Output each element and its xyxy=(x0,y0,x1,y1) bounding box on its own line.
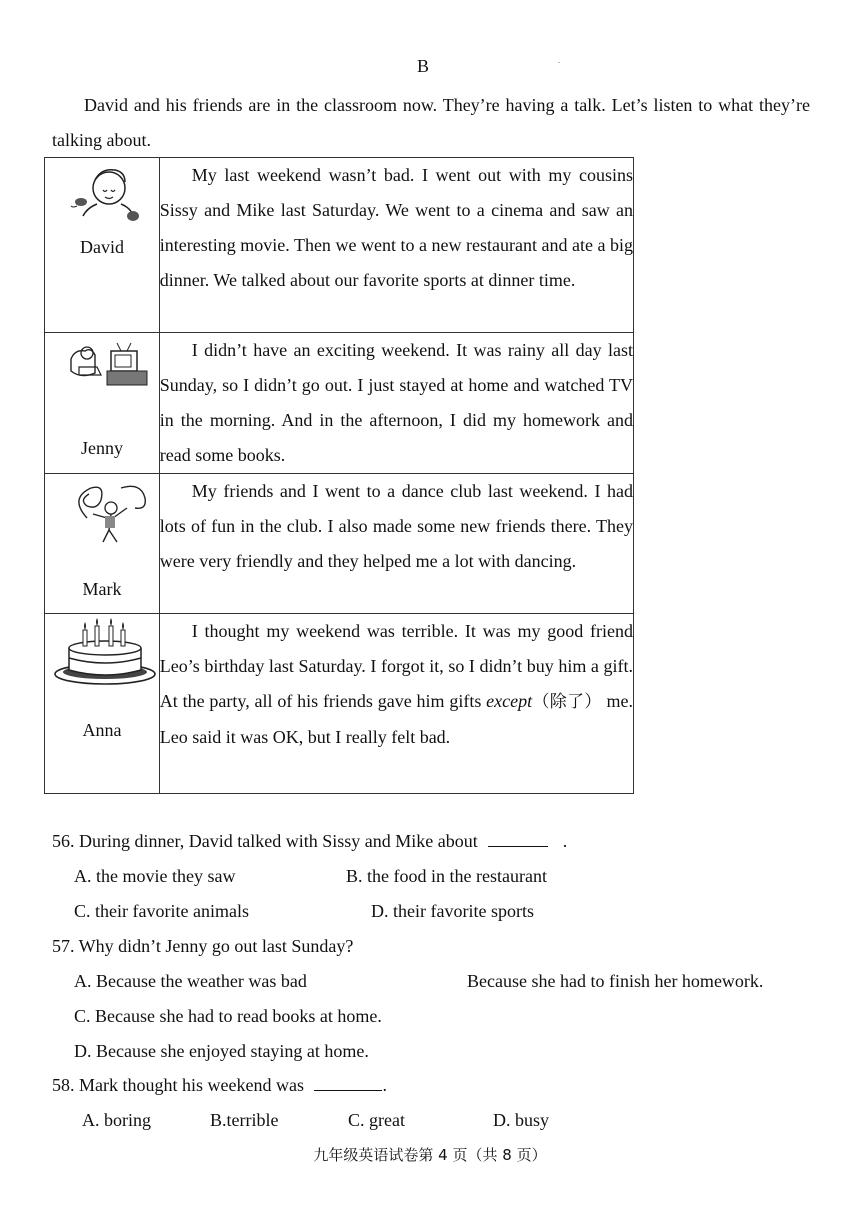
option-b: Because she had to finish her homework. xyxy=(467,971,764,991)
question-end: . xyxy=(382,1075,387,1095)
speaker-cell xyxy=(45,333,160,474)
option-d: D. their favorite sports xyxy=(371,901,534,921)
option-c: C. Because she had to read books at home. xyxy=(74,1006,382,1026)
speaker-text: My last weekend wasn’t bad. I went out with my cousins Sissy and Mike last Saturday. We went to a cinema and saw an interesting movie. Then we went to a new restaurant and ate a big dinner. We talked about our favorite sports at dinner time. xyxy=(159,165,633,290)
italic-word: except xyxy=(486,691,533,711)
question-stem: 58. Mark thought his weekend was xyxy=(52,1075,304,1095)
question-56 xyxy=(52,831,567,852)
answer-blank xyxy=(314,1076,382,1091)
speaker-text-cell xyxy=(159,474,633,614)
option-b: B. the food in the restaurant xyxy=(346,866,547,886)
speaker-name: Mark xyxy=(82,579,122,599)
speaker-text-part: me. Leo said it was OK, but I really felt bad. xyxy=(159,691,633,747)
table-row xyxy=(45,333,634,474)
speaker-cell xyxy=(45,474,160,614)
section-heading: B xyxy=(416,56,429,76)
speaker-name: Anna xyxy=(82,720,122,740)
option-a: A. boring xyxy=(82,1110,151,1130)
option-d: D. Because she enjoyed staying at home. xyxy=(74,1041,369,1061)
speaker-text-part: I thought my weekend was terrible. It was my good friend Leo’s birthday last Saturday. I forgot it, so I didn’t buy him a gift. At the party, all of his friends gave him gifts xyxy=(159,621,633,711)
table-row xyxy=(45,614,634,794)
boy-with-cup-icon xyxy=(67,162,157,232)
option-c: C. their favorite animals xyxy=(74,901,249,921)
speaker-name: David xyxy=(80,237,124,257)
table-row xyxy=(45,158,634,333)
option-d: D. busy xyxy=(493,1110,550,1130)
speaker-text: My friends and I went to a dance club last weekend. I had lots of fun in the club. I also made some new friends there. They were very friendly and they helped me a lot with dancing. xyxy=(159,481,633,571)
scan-speck xyxy=(558,62,560,63)
speaker-text: I didn’t have an exciting weekend. It was rainy all day last Sunday, so I didn’t go out. I just stayed at home and watched TV in the morning. And in the afternoon, I did my homework and read some books. xyxy=(159,340,633,465)
option-a: A. Because the weather was bad xyxy=(74,971,307,991)
speaker-cell xyxy=(45,158,160,333)
table-row xyxy=(45,474,634,614)
birthday-cake-icon xyxy=(53,618,157,688)
speaker-name: Jenny xyxy=(81,438,123,458)
option-c: C. great xyxy=(348,1110,405,1130)
speaker-text-cell xyxy=(159,158,633,333)
speaker-text-cell xyxy=(159,614,633,794)
speaker-text-cell xyxy=(159,333,633,474)
speaker-text xyxy=(160,614,633,755)
chinese-gloss: （除了） xyxy=(532,692,602,712)
question-stem: 57. Why didn’t Jenny go out last Sunday? xyxy=(52,936,354,956)
answer-blank xyxy=(488,832,548,847)
question-57 xyxy=(52,936,353,957)
dancer-with-ribbon-icon xyxy=(67,478,157,548)
girl-watching-tv-icon xyxy=(67,337,157,407)
intro-paragraph: David and his friends are in the classroom now. They’re having a talk. Let’s listen to what they’re talking about. xyxy=(52,95,810,150)
speaker-cell xyxy=(45,614,160,794)
option-b: B.terrible xyxy=(210,1110,279,1130)
talk-table xyxy=(44,157,634,794)
question-end: . xyxy=(562,831,568,851)
page-footer: 九年级英语试卷第 4 页（共 8 页） xyxy=(313,1146,547,1164)
option-a: A. the movie they saw xyxy=(74,866,236,886)
question-stem: 56. During dinner, David talked with Sissy and Mike about xyxy=(52,831,478,851)
question-58 xyxy=(52,1075,387,1096)
